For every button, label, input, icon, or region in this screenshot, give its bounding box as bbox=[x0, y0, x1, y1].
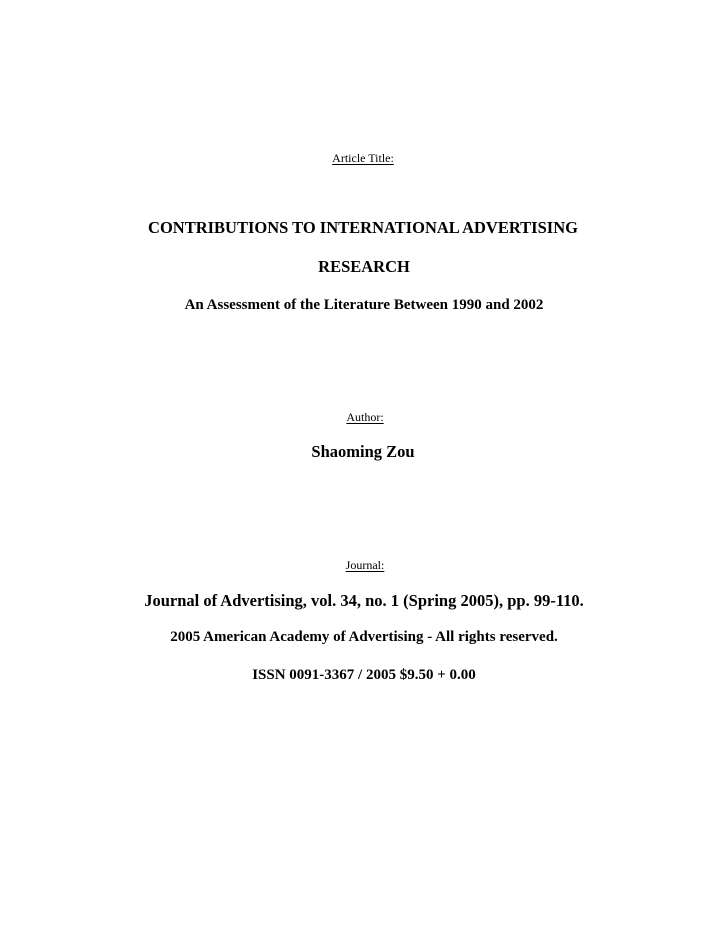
journal-citation: Journal of Advertising, vol. 34, no. 1 (Spring 2005), pp. 99-110. bbox=[144, 591, 584, 610]
issn-line: ISSN 0091-3367 / 2005 $9.50 + 0.00 bbox=[252, 667, 476, 683]
author-label: Author: bbox=[346, 410, 384, 424]
journal-label: Journal: bbox=[345, 558, 385, 572]
author-name: Shaoming Zou bbox=[311, 442, 415, 461]
copyright-notice: 2005 American Academy of Advertising - All rights reserved. bbox=[170, 629, 558, 645]
article-subtitle: An Assessment of the Literature Between 1990 and 2002 bbox=[184, 297, 544, 313]
article-title-line-1: CONTRIBUTIONS TO INTERNATIONAL ADVERTISING bbox=[148, 218, 578, 237]
article-title-line-2: RESEARCH bbox=[318, 257, 410, 276]
article-title-label: Article Title: bbox=[332, 151, 394, 165]
